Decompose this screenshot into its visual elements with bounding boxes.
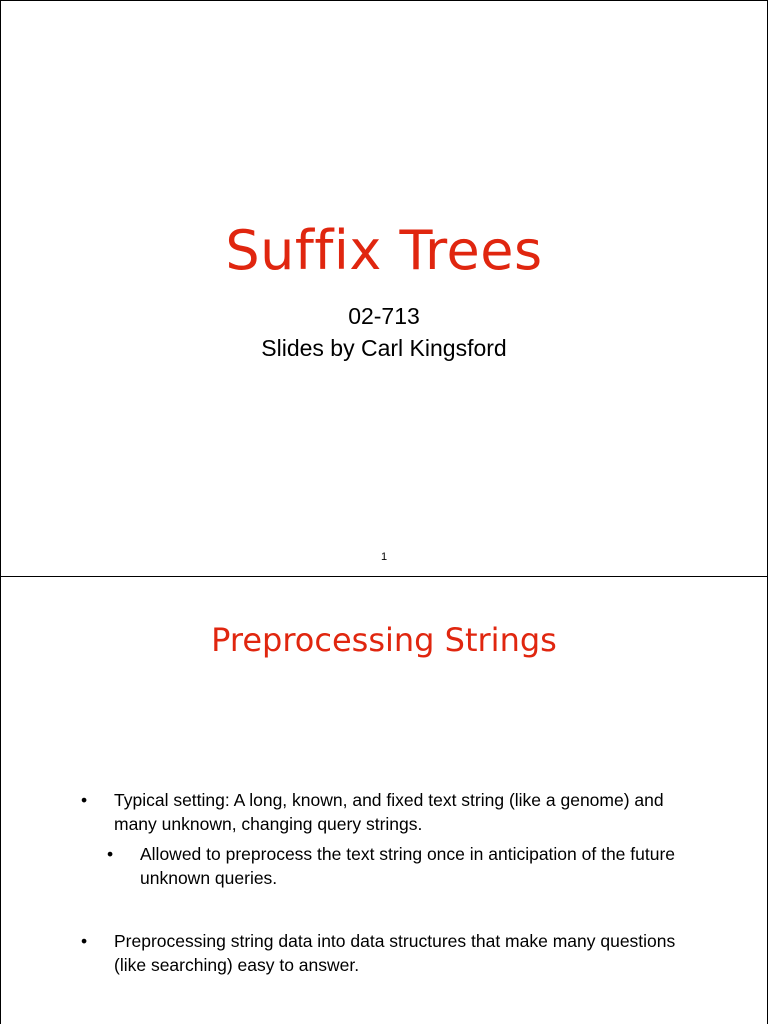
- course-code: 02-713: [348, 303, 420, 329]
- bullet-marker: •: [107, 844, 114, 864]
- slide-title: Suffix Trees: [225, 219, 543, 282]
- bullet-marker: •: [81, 790, 88, 810]
- bullet-text: Preprocessing string data into data structures that make many questions (like searching) easy to answer.: [114, 931, 676, 975]
- byline: Slides by Carl Kingsford: [261, 335, 507, 361]
- slide-title: Preprocessing Strings: [211, 621, 557, 659]
- bullet-text: Typical setting: A long, known, and fixed text string (like a genome) and many unknown, changing query strings.: [114, 790, 664, 834]
- slide-2: [0, 576, 768, 1024]
- bullet-marker: •: [81, 931, 88, 951]
- page-number: 1: [380, 551, 388, 563]
- bullet-text: Allowed to preprocess the text string once in anticipation of the future unknown queries.: [140, 844, 676, 888]
